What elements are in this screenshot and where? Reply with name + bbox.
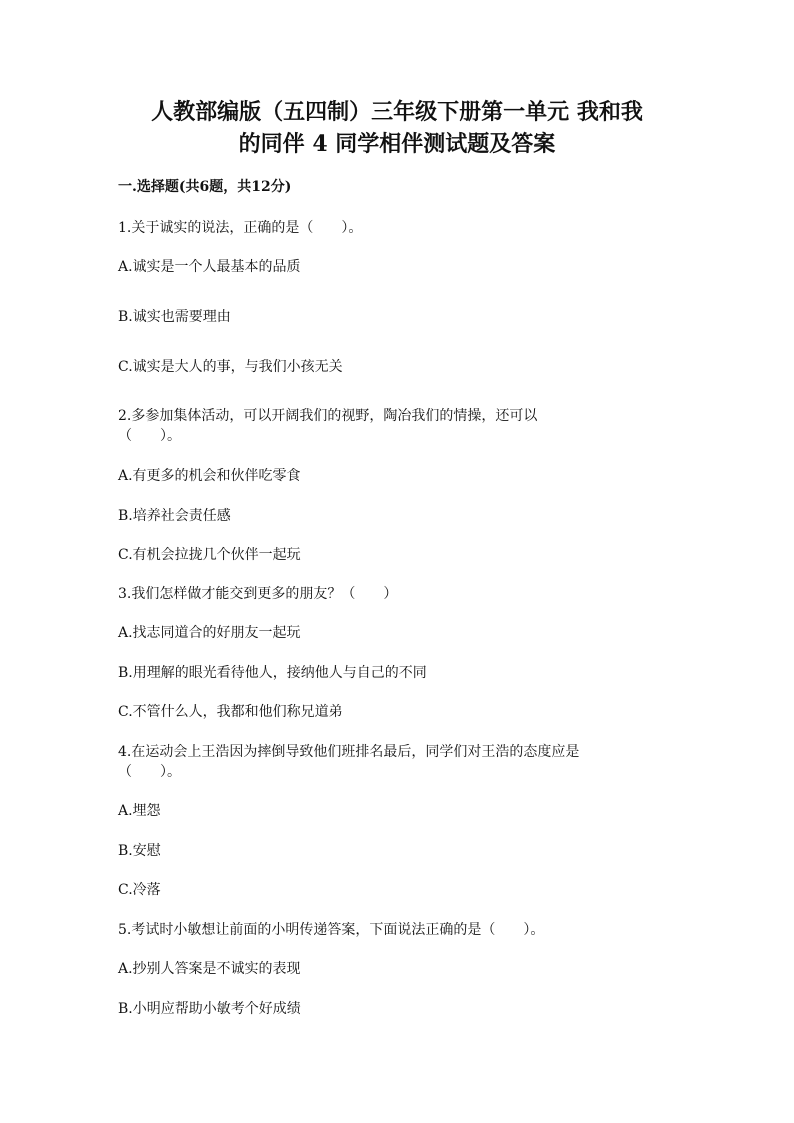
question-2-option-a: A.有更多的机会和伙伴吃零食	[118, 468, 301, 484]
question-4-option-c: C.冷落	[118, 882, 161, 898]
question-2-option-c: C.有机会拉拢几个伙伴一起玩	[118, 547, 301, 563]
question-2-stem-line-1: 2.多参加集体活动，可以开阔我们的视野，陶冶我们的情操，还可以	[118, 408, 538, 424]
question-1-stem: 1.关于诚实的说法，正确的是（ ）。	[118, 220, 363, 236]
question-2-stem-line-2: （ ）。	[118, 428, 181, 444]
question-1-option-b: B.诚实也需要理由	[118, 309, 231, 325]
question-4-option-b: B.安慰	[118, 843, 161, 859]
question-5-option-a: A.抄别人答案是不诚实的表现	[118, 961, 301, 977]
question-3-option-c: C.不管什么人，我都和他们称兄道弟	[118, 704, 343, 720]
question-3-option-b: B.用理解的眼光看待他人，接纳他人与自己的不同	[118, 665, 427, 681]
question-4-stem-line-1: 4.在运动会上王浩因为摔倒导致他们班排名最后，同学们对王浩的态度应是	[118, 744, 580, 760]
question-2-option-b: B.培养社会责任感	[118, 508, 231, 524]
question-3-stem: 3.我们怎样做才能交到更多的朋友？（ ）	[118, 586, 398, 602]
question-4-option-a: A.埋怨	[118, 803, 161, 819]
document-title-line-2: 的同伴 4 同学相伴测试题及答案	[238, 131, 556, 157]
question-3-option-a: A.找志同道合的好朋友一起玩	[118, 625, 301, 641]
document-title-line-1: 人教部编版（五四制）三年级下册第一单元 我和我	[151, 99, 643, 125]
section-heading: 一.选择题(共6题，共12分)	[118, 179, 292, 195]
question-4-stem-line-2: （ ）。	[118, 764, 181, 780]
question-1-option-a: A.诚实是一个人最基本的品质	[118, 259, 301, 275]
question-5-option-b: B.小明应帮助小敏考个好成绩	[118, 1001, 301, 1017]
question-1-option-c: C.诚实是大人的事，与我们小孩无关	[118, 359, 343, 375]
question-5-stem: 5.考试时小敏想让前面的小明传递答案，下面说法正确的是（ ）。	[118, 922, 545, 938]
